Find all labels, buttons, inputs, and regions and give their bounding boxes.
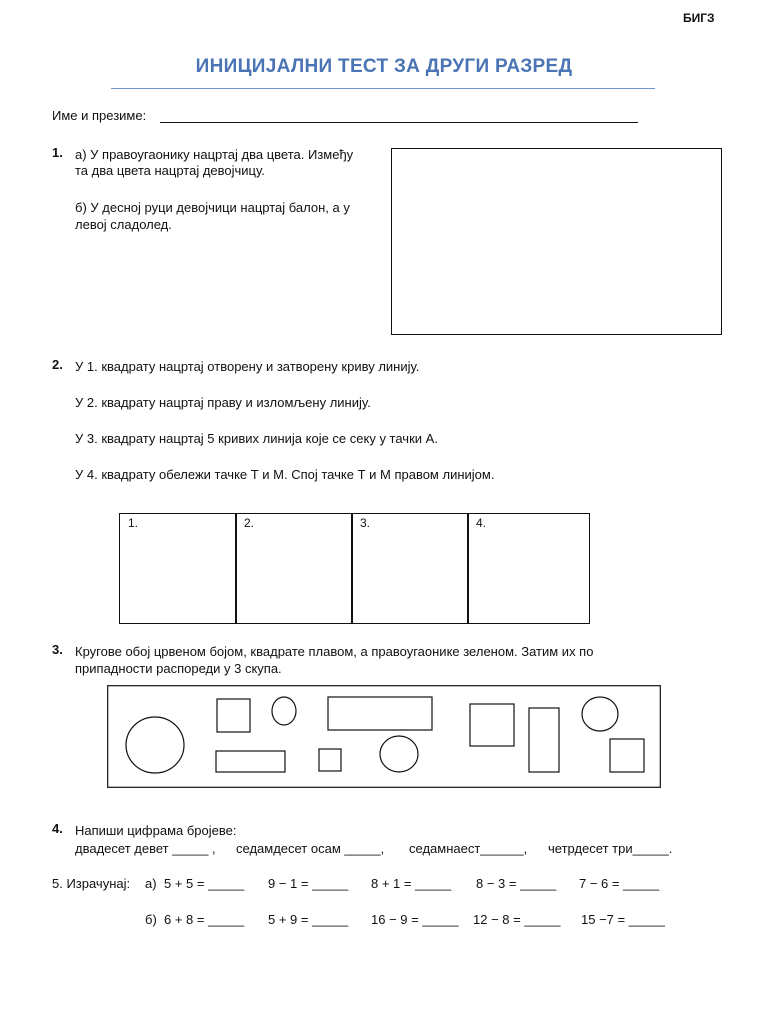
q2-square-2[interactable] (235, 513, 353, 624)
q1-a-line2: та два цвета нацртај девојчицу. (75, 163, 265, 178)
circle-shape (272, 697, 296, 725)
rectangle-shape (216, 751, 285, 772)
q2-line-1: У 1. квадрату нацртај отворену и затворену криву линију. (75, 359, 420, 374)
circle-shape (380, 736, 418, 772)
q5-label: 5. Израчунај: (52, 876, 131, 891)
name-label: Име и презиме: (52, 108, 147, 123)
q5-row-a-label: а) (145, 876, 157, 891)
q2-square-4-label: 4. (476, 516, 487, 530)
q2-square-3-label: 3. (360, 516, 371, 530)
q5-a-4[interactable]: 8 − 3 = _____ (476, 876, 557, 891)
circle-shape (126, 717, 184, 773)
name-answer-line[interactable] (160, 122, 638, 123)
q5-b-4[interactable]: 12 − 8 = _____ (473, 912, 561, 927)
q5-a-3[interactable]: 8 + 1 = _____ (371, 876, 452, 891)
q2-square-4[interactable] (467, 513, 590, 624)
q4-instruction: Напиши цифрама бројеве: (75, 823, 237, 838)
q4-item-3[interactable]: седамнаест______, (409, 841, 528, 856)
q5-b-5[interactable]: 15 −7 = _____ (581, 912, 665, 927)
publisher-label: БИГЗ (683, 11, 715, 25)
q4-number: 4. (52, 821, 63, 836)
q2-square-2-label: 2. (244, 516, 255, 530)
page-title: ИНИЦИЈАЛНИ ТЕСТ ЗА ДРУГИ РАЗРЕД (195, 56, 573, 77)
square-shape (470, 704, 514, 746)
q3-number: 3. (52, 642, 63, 657)
q5-a-1[interactable]: 5 + 5 = _____ (164, 876, 245, 891)
title-underline (111, 88, 655, 89)
q1-a-line1: а) У правоугаонику нацртај два цвета. Између (75, 147, 354, 162)
rectangle-shape (529, 708, 559, 772)
q4-item-1[interactable]: двадесет девет _____ , (75, 841, 216, 856)
q2-line-3: У 3. квадрату нацртај 5 кривих линија које се секу у тачки А. (75, 431, 438, 446)
rectangle-shape (328, 697, 432, 730)
square-shape (319, 749, 341, 771)
q3-line1: Кругове обој црвеном бојом, квадрате плавом, а правоугаонике зеленом. Затим их по (75, 644, 594, 659)
q2-square-1-label: 1. (128, 516, 139, 530)
shapes-frame (108, 686, 661, 788)
q2-square-1[interactable] (119, 513, 237, 624)
q4-item-4[interactable]: четрдесет три_____. (548, 841, 673, 856)
q1-drawing-box[interactable] (391, 148, 722, 335)
circle-shape (582, 697, 618, 731)
square-shape (610, 739, 644, 772)
q3-line2: припадности распореди у 3 скупа. (75, 661, 282, 676)
q5-a-5[interactable]: 7 − 6 = _____ (579, 876, 660, 891)
q5-row-b-label: б) (145, 912, 157, 927)
q2-number: 2. (52, 357, 63, 372)
q5-b-1[interactable]: 6 + 8 = _____ (164, 912, 245, 927)
q1-b-line2: левој сладолед. (75, 217, 172, 232)
q2-square-3[interactable] (351, 513, 469, 624)
q5-a-2[interactable]: 9 − 1 = _____ (268, 876, 349, 891)
q5-b-2[interactable]: 5 + 9 = _____ (268, 912, 349, 927)
square-shape (217, 699, 250, 732)
q5-b-3[interactable]: 16 − 9 = _____ (371, 912, 459, 927)
q3-shapes-panel[interactable] (107, 685, 661, 788)
q2-line-2: У 2. квадрату нацртај праву и изломљену линију. (75, 395, 371, 410)
q1-number: 1. (52, 145, 63, 160)
q2-line-4: У 4. квадрату обележи тачке Т и М. Спој тачке Т и М правом линијом. (75, 467, 495, 482)
q4-item-2[interactable]: седамдесет осам _____, (236, 841, 385, 856)
q1-b-line1: б) У десној руци девојчици нацртај балон, а у (75, 200, 350, 215)
